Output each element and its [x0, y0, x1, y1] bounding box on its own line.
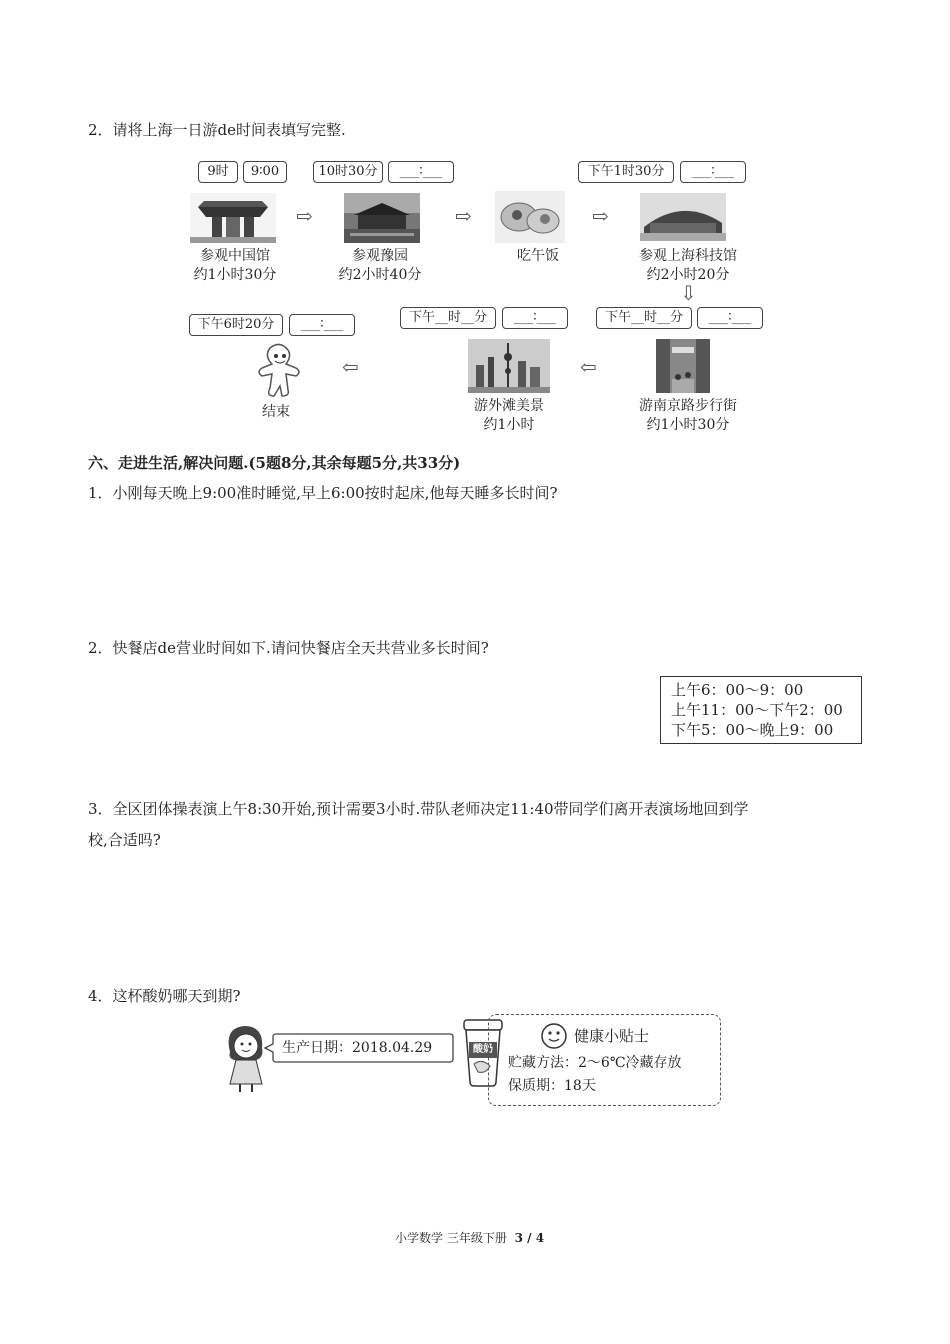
nanjing-road-image	[656, 339, 710, 393]
stop-name: 参观中国馆	[200, 248, 270, 264]
time-box-1820: 下午6时20分	[189, 314, 283, 336]
arrow-down-icon: ⇩	[680, 281, 697, 305]
answer-blank-4[interactable]: ___∶___	[502, 307, 568, 329]
stop-6-caption	[452, 397, 566, 435]
stop-duration: 约2小时40分	[338, 267, 422, 283]
business-hours-box	[660, 676, 862, 744]
stop-4-caption	[628, 247, 748, 285]
arrow-right-icon: ⇨	[455, 204, 472, 228]
stop-name: 结束	[262, 404, 290, 420]
problem-4: 4．这杯酸奶哪天到期?	[88, 987, 241, 1005]
storage-method: 贮藏方法：2～6℃冷藏存放	[508, 1055, 682, 1071]
stop-duration: 约1小时	[483, 417, 535, 433]
yogurt-cup-label: 酸奶	[473, 1044, 493, 1055]
answer-blank-2[interactable]: ___∶___	[680, 161, 746, 183]
arrow-right-icon: ⇨	[592, 204, 609, 228]
time-box-afternoon-a[interactable]: 下午__时__分	[400, 307, 496, 329]
problem-3-line-2: 校,合适吗?	[88, 831, 161, 849]
arrow-left-icon: ⇦	[580, 355, 597, 379]
time-box-1030: 10时30分	[313, 161, 383, 183]
footer-subject: 小学数学 三年级下册	[395, 1231, 507, 1245]
section-6-heading: 六、走进生活,解决问题.(5题8分,其余每题5分,共33分)	[88, 454, 461, 472]
question-2-heading: 2．请将上海一日游de时间表填写完整.	[88, 121, 346, 139]
hours-line-2: 上午11：00～下午2：00	[671, 701, 843, 719]
page-footer	[395, 1229, 544, 1246]
lunch-image	[495, 191, 565, 243]
production-date: 生产日期：2018.04.29	[282, 1040, 433, 1056]
arrow-left-icon: ⇦	[342, 355, 359, 379]
shelf-life: 保质期：18天	[508, 1078, 596, 1094]
stop-7-caption	[226, 403, 326, 422]
expo-mascot-icon	[252, 342, 308, 400]
stop-name: 游南京路步行街	[639, 398, 737, 414]
stop-duration: 约2小时20分	[646, 267, 730, 283]
problem-3-line-1: 3．全区团体操表演上午8:30开始,预计需要3小时.带队老师决定11:40带同学们离开表演场地回到学	[88, 800, 749, 818]
stop-name: 吃午饭	[517, 248, 559, 264]
stop-5-caption	[628, 397, 748, 435]
stop-name: 游外滩美景	[474, 398, 544, 414]
stop-duration: 约1小时30分	[646, 417, 730, 433]
stop-3-caption	[486, 247, 590, 266]
problem-1: 1．小刚每天晚上9:00准时睡觉,早上6:00按时起床,他每天睡多长时间?	[88, 484, 558, 502]
china-pavilion-image	[190, 193, 276, 243]
time-box-900: 9∶00	[243, 161, 287, 183]
answer-blank-3[interactable]: ___∶___	[289, 314, 355, 336]
health-tips-title: 健康小贴士	[574, 1027, 650, 1045]
hours-line-3: 下午5：00～晚上9：00	[671, 721, 834, 739]
stop-name: 参观豫园	[352, 248, 408, 264]
answer-blank-5[interactable]: ___∶___	[697, 307, 763, 329]
hours-line-1: 上午6：00～9：00	[671, 681, 804, 699]
yu-garden-image	[344, 193, 420, 243]
bund-image	[468, 339, 550, 393]
time-box-afternoon-b[interactable]: 下午__时__分	[596, 307, 692, 329]
stop-duration: 约1小时30分	[193, 267, 277, 283]
time-box-1330: 下午1时30分	[578, 161, 674, 183]
problem-2: 2．快餐店de营业时间如下.请问快餐店全天共营业多长时间?	[88, 639, 489, 657]
arrow-right-icon: ⇨	[296, 204, 313, 228]
time-box-9: 9时	[198, 161, 238, 183]
answer-blank-1[interactable]: ___∶___	[388, 161, 454, 183]
smiley-face-icon	[540, 1022, 568, 1050]
stop-1-caption	[183, 247, 287, 285]
page-number: 3 / 4	[514, 1231, 545, 1245]
stop-name: 参观上海科技馆	[639, 248, 737, 264]
science-museum-image	[640, 193, 726, 241]
stop-2-caption	[328, 247, 432, 285]
